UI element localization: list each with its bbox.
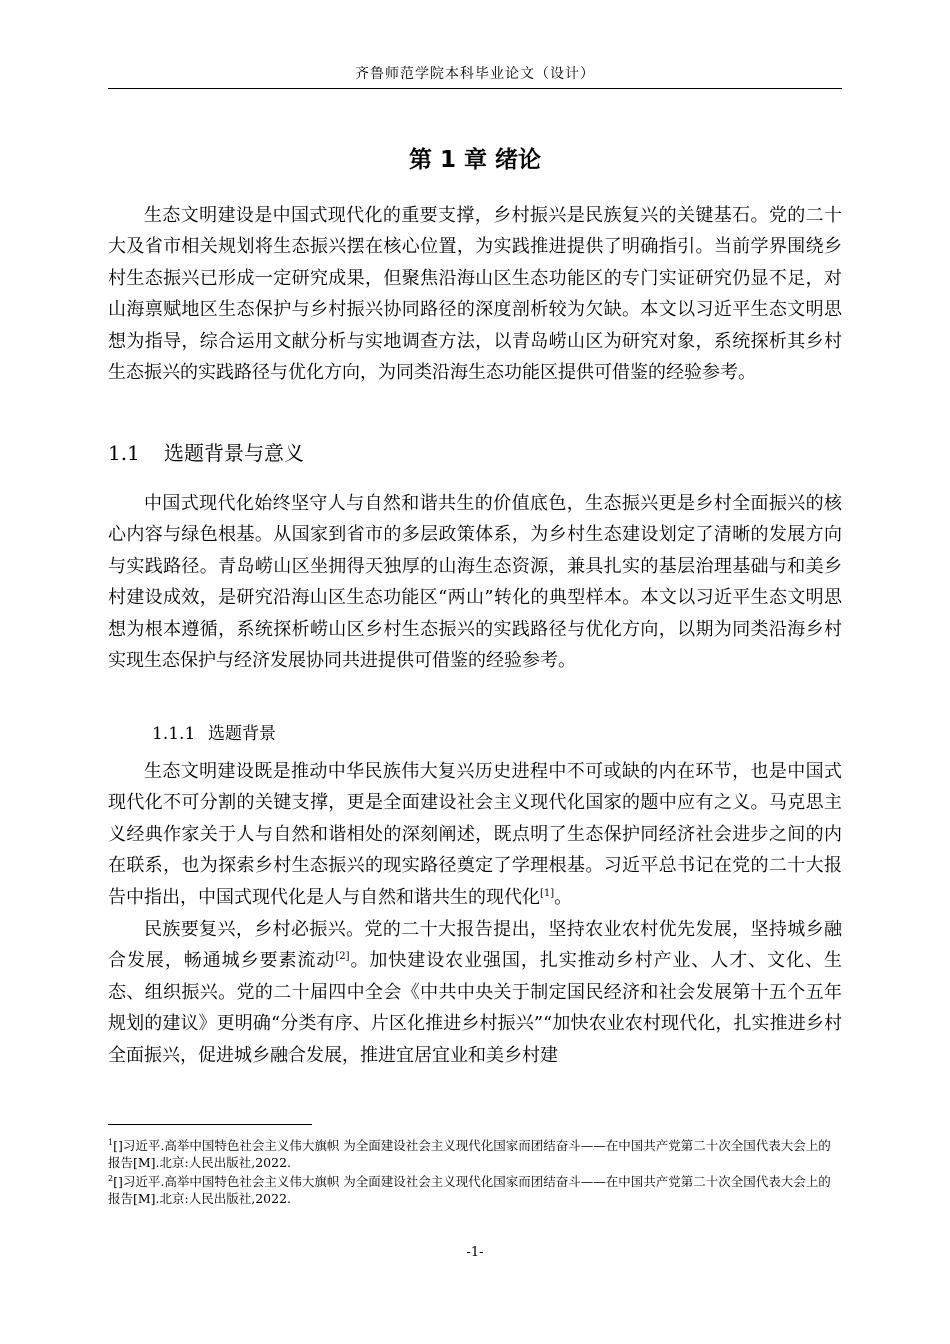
- footnote-2: [108, 1173, 842, 1207]
- footnote-text: []习近平.高举中国特色社会主义伟大旗帜 为全面建设社会主义现代化国家而团结奋斗——在中国共产党第二十次全国代表大会上的报告[M].北京:人民出版社,2022.: [108, 1138, 831, 1170]
- citation-ref-1: [1]: [540, 887, 555, 899]
- subsection-title: 选题背景: [208, 724, 276, 744]
- chapter-title: 第 1 章 绪论: [408, 147, 542, 173]
- footnote-mark: 2: [108, 1173, 114, 1183]
- subsection-number: 1.1.1: [152, 724, 196, 744]
- paragraph-text: 生态文明建设既是推动中华民族伟大复兴历史进程中不可或缺的内在环节，也是中国式现代化不可分割的关键支撑，更是全面建设社会主义现代化国家的题中应有之义。马克思主义经典作家关于人与自然和谐相处的深刻阐述，既点明了生态保护同经济社会进步之间的内在联系，也为探索乡村生态振兴的现实路径奠定了学理根基。习近平总书记在党的二十大报告中指出，中国式现代化是人与自然和谐共生的现代化: [108, 761, 842, 908]
- header-divider: [108, 88, 842, 89]
- paragraph-text-continued: 。加快建设农业强国，扎实推动乡村产业、人才、文化、生态、组织振兴。党的二十届四中全会《中共中央关于制定国民经济和社会发展第十五个五年规划的建议》更明确“分类有序、片区化推进乡村振兴”“加快农业农村现代化，扎实推进乡村全面振兴，促进城乡融合发展，推进宜居宜业和美乡村建: [108, 950, 843, 1066]
- running-header: 齐鲁师范学院本科毕业论文（设计）: [355, 66, 595, 82]
- footnote-text: []习近平.高举中国特色社会主义伟大旗帜 为全面建设社会主义现代化国家而团结奋斗——在中国共产党第二十次全国代表大会上的报告[M].北京:人民出版社,2022.: [108, 1174, 831, 1206]
- section-1-1-paragraph: 中国式现代化始终坚守人与自然和谐共生的价值底色，生态振兴更是乡村全面振兴的核心内容与绿色根基。从国家到省市的多层政策体系，为乡村生态建设划定了清晰的发展方向与实践路径。青岛崂山区坐拥得天独厚的山海生态资源，兼具扎实的基层治理基础与和美乡村建设成效，是研究沿海山区生态功能区“两山”转化的典型样本。本文以习近平生态文明思想为根本遵循，系统探析崂山区乡村生态振兴的实践路径与优化方向，以期为同类沿海乡村实现生态保护与经济发展协同共进提供可借鉴的经验参考。: [108, 493, 842, 672]
- section-heading-1-1: [108, 436, 842, 470]
- paragraph-end: 。: [554, 886, 573, 908]
- section-number: 1.1: [108, 441, 140, 465]
- background-paragraph-2: [108, 914, 842, 1071]
- subsection-heading-1-1-1: [152, 720, 842, 748]
- footnote-divider: [108, 1124, 312, 1125]
- section-title: 选题背景与意义: [164, 441, 304, 465]
- background-paragraph-1: [108, 756, 842, 913]
- citation-ref-2: [2]: [335, 951, 350, 963]
- paragraph-text: 民族要复兴，乡村必振兴。党的二十大报告提出，坚持农业农村优先发展，坚持城乡融合发展，畅通城乡要素流动: [108, 919, 842, 972]
- footnote-mark: 1: [108, 1137, 114, 1147]
- footnote-1: [108, 1137, 842, 1171]
- intro-paragraph: 生态文明建设是中国式现代化的重要支撑，乡村振兴是民族复兴的关键基石。党的二十大及省市相关规划将生态振兴摆在核心位置，为实践推进提供了明确指引。当前学界围绕乡村生态振兴已形成一定研究成果，但聚焦沿海山区生态功能区的专门实证研究仍显不足，对山海禀赋地区生态保护与乡村振兴协同路径的深度剖析较为欠缺。本文以习近平生态文明思想为指导，综合运用文献分析与实地调查方法，以青岛崂山区为研究对象，系统探析其乡村生态振兴的实践路径与优化方向，为同类沿海生态功能区提供可借鉴的经验参考。: [108, 205, 842, 384]
- page-number: -1-: [466, 1245, 484, 1260]
